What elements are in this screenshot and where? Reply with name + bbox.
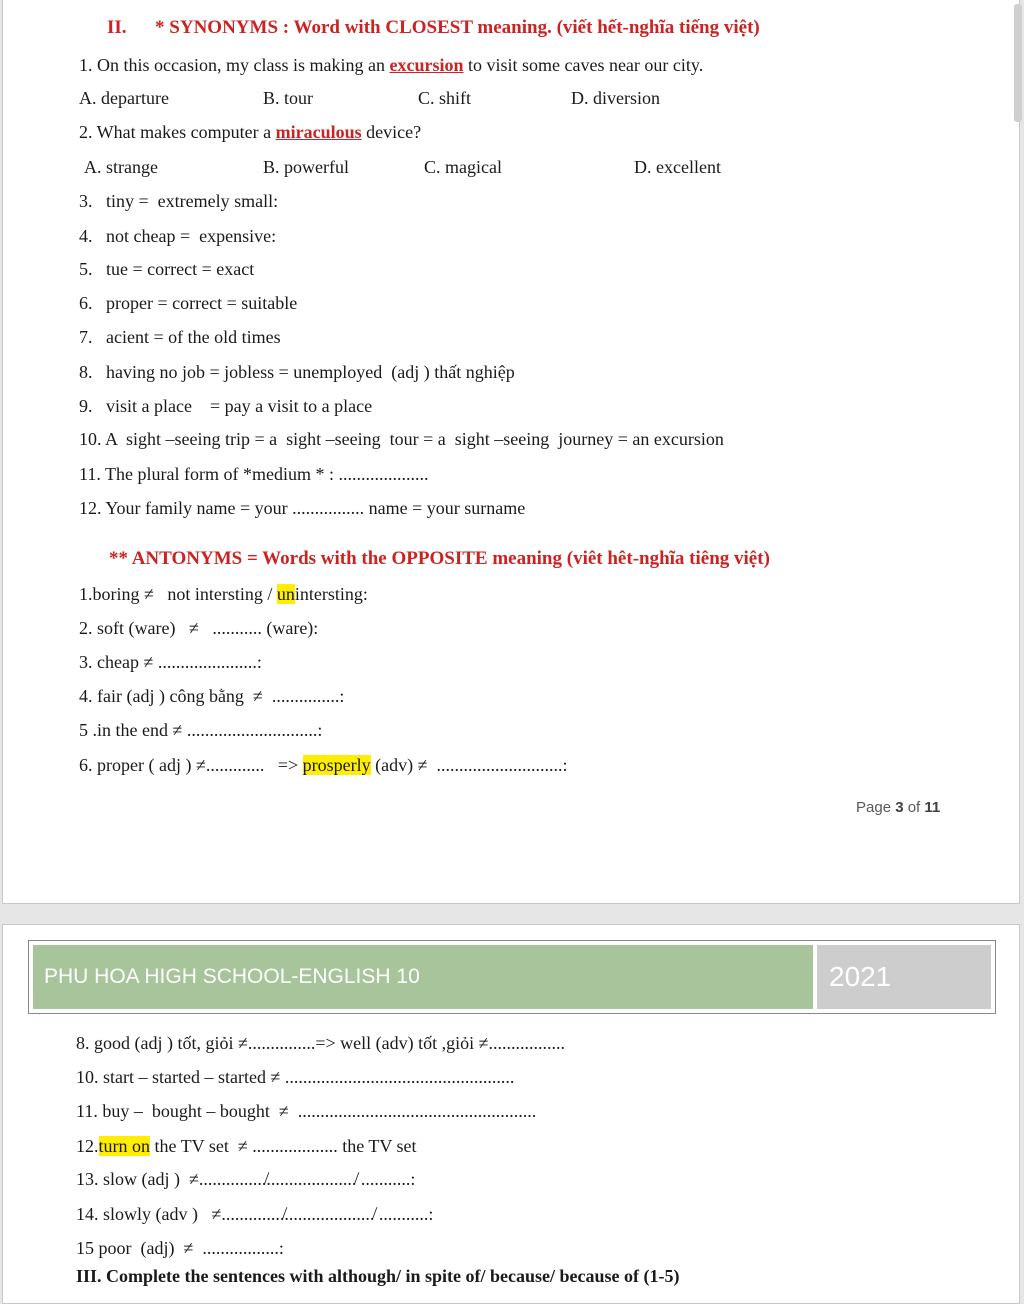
antonym-item-4: 4. fair (adj ) công bằng ≠ ...............:	[79, 686, 345, 706]
antonym-item-11: 11. buy – bought – bought ≠ .....................................................	[76, 1101, 537, 1121]
synonym-question-1	[79, 54, 703, 76]
antonyms-heading: ** ANTONYMS = Words with the OPPOSITE meaning (viêt hêt-nghĩa tiêng việt)	[109, 548, 770, 569]
q1-text-post: to visit some caves near our city.	[463, 55, 704, 75]
antonym-1-pre: 1.boring ≠ not intersting /	[79, 584, 277, 604]
school-title: PHU HOA HIGH SCHOOL-ENGLISH 10	[33, 945, 813, 1009]
antonym-item-5: 5 .in the end ≠ .............................:	[79, 720, 323, 740]
synonym-item-8: 8. having no job = jobless = unemployed (adj ) thất nghiệp	[79, 362, 515, 382]
q1-option-a: A. departure	[79, 88, 169, 108]
synonym-item-10: 10. A sight –seeing trip = a sight –seeing tour = a sight –seeing journey = an excursion	[79, 429, 724, 449]
antonym-6-highlight: prosperly	[302, 755, 371, 775]
section-iii-heading-partial: III. Complete the sentences with although/ in spite of/ because/ because of (1-5)	[76, 1266, 680, 1286]
synonym-item-5: 5. tue = correct = exact	[79, 259, 255, 279]
antonym-item-1	[79, 583, 368, 605]
synonym-item-6: 6. proper = correct = suitable	[79, 293, 298, 313]
school-year: 2021	[817, 945, 991, 1009]
synonym-question-2	[79, 121, 421, 143]
antonym-6-post: (adv) ≠ ............................:	[370, 755, 568, 775]
q1-option-c: C. shift	[418, 88, 472, 108]
page-number	[856, 799, 940, 816]
q2-option-a: A. strange	[84, 157, 158, 177]
synonym-item-4: 4. not cheap = expensive:	[79, 226, 277, 246]
synonyms-heading: II. * SYNONYMS : Word with CLOSEST meaning. (viết hết-nghĩa tiếng việt)	[107, 17, 760, 38]
scrollbar-thumb[interactable]	[1014, 4, 1022, 122]
synonym-item-3: 3. tiny = extremely small:	[79, 191, 279, 211]
q2-option-d: D. excellent	[634, 157, 721, 177]
page-number-current: 3	[895, 799, 904, 816]
antonym-item-12	[76, 1135, 417, 1157]
antonym-item-2: 2. soft (ware) ≠ ........... (ware):	[79, 618, 319, 638]
page-number-prefix: Page	[856, 799, 896, 816]
page-number-of: of	[903, 799, 925, 816]
antonym-item-14: 14. slowly (adv ) ≠..............̸....................̸ ...........:	[76, 1204, 434, 1224]
q1-text-pre: 1. On this occasion, my class is making an	[79, 55, 390, 75]
synonym-item-7: 7. acient = of the old times	[79, 327, 281, 347]
antonym-1-post: intersting:	[294, 584, 368, 604]
antonym-item-6	[79, 754, 567, 776]
q2-keyword: miraculous	[275, 122, 362, 142]
antonym-6-pre: 6. proper ( adj ) ≠............. =>	[79, 755, 303, 775]
antonym-12-highlight: turn on	[98, 1136, 150, 1156]
page-number-total: 11	[924, 799, 941, 816]
q1-option-d: D. diversion	[571, 88, 660, 108]
q2-option-c: C. magical	[424, 157, 502, 177]
vertical-scrollbar[interactable]	[1014, 0, 1024, 1280]
antonym-12-pre: 12.	[76, 1136, 99, 1156]
antonym-item-13: 13. slow (adj ) ≠...............̸....................̸ ...........:	[76, 1169, 416, 1189]
q2-text-pre: 2. What makes computer a	[79, 122, 276, 142]
q1-option-b: B. tour	[263, 88, 314, 108]
synonym-item-11: 11. The plural form of *medium * : ....................	[79, 464, 429, 484]
q2-option-b: B. powerful	[263, 157, 349, 177]
antonym-12-post: the TV set ≠ ................... the TV set	[150, 1136, 417, 1156]
synonym-item-9: 9. visit a place = pay a visit to a place	[79, 396, 373, 416]
q1-keyword: excursion	[389, 55, 464, 75]
antonym-item-3: 3. cheap ≠ ......................:	[79, 652, 262, 672]
document-page-3	[2, 0, 1020, 904]
antonym-item-8: 8. good (adj ) tốt, giỏi ≠...............=> well (adv) tốt ,giỏi ≠.................	[76, 1033, 566, 1053]
antonym-1-highlight: un	[276, 584, 295, 604]
synonym-item-12: 12. Your family name = your ................ name = your surname	[79, 498, 526, 518]
header-banner	[28, 940, 996, 1014]
q2-text-post: device?	[361, 122, 422, 142]
antonym-item-10: 10. start – started – started ≠ ...................................................	[76, 1067, 515, 1087]
antonym-item-15: 15 poor (adj) ≠ .................:	[76, 1238, 284, 1258]
